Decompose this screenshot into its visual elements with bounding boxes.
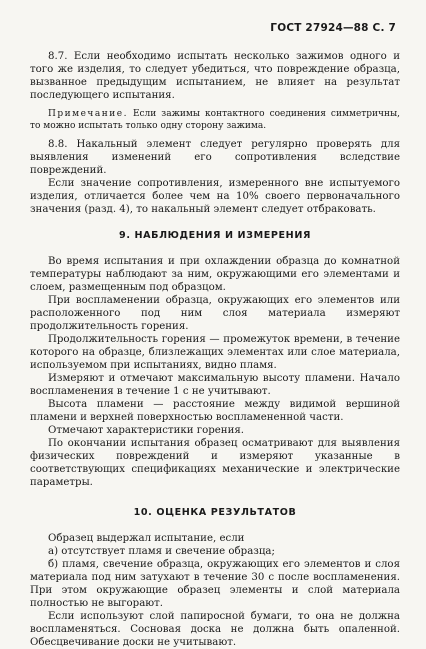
note-lead: Примечание.: [48, 109, 128, 119]
paragraph-8-7: 8.7. Если необходимо испытать несколько зажимов одного и того же изделия, то следует убедиться, что повреждение образца, вызванное предыдущим испытанием, не влияет на результат последующего испытания.: [30, 51, 400, 101]
section-10-paragraph: Если используют слой папиросной бумаги, то она не должна воспламеняться. Сосновая доска не должна быть опаленной. Обесцвечивание доски не учитывают.: [30, 611, 400, 648]
section-9-paragraph: При воспламенении образца, окружающих его элементов или расположенного под ним слоя материала измеряют продолжительность горения.: [30, 295, 400, 332]
section-10-paragraph: б) пламя, свечение образца, окружающих его элементов и слоя материала под ним затухают в течение 30 с после воспламенения. При этом окружающие образец элементы и слой материала полностью не выгорают.: [30, 559, 400, 609]
section-10-paragraph: а) отсутствует пламя и свечение образца;: [48, 546, 275, 557]
section-9-paragraph: Во время испытания и при охлаждении образца до комнатной температуры наблюдают за ним, окружающими его элементами и слоем, размещенным под образцом.: [30, 256, 400, 293]
section-9-paragraph: По окончании испытания образец осматривают для выявления физических повреждений и измеряют указанные в соответствующих спецификациях механические и электрические параметры.: [30, 438, 400, 488]
section-9-paragraph: Измеряют и отмечают максимальную высоту пламени. Начало воспламенения в течение 1 с не учитывают.: [30, 373, 400, 397]
section-10-title: 10. ОЦЕНКА РЕЗУЛЬТАТОВ: [133, 507, 297, 518]
paragraph-8-8-continued: Если значение сопротивления, измеренного вне испытуемого изделия, отличается более чем на 10% своего первоначального значения (разд. 4), то накальный элемент следует отбраковать.: [30, 178, 400, 215]
section-9-title: 9. НАБЛЮДЕНИЯ И ИЗМЕРЕНИЯ: [119, 230, 311, 241]
paragraph-8-8: 8.8. Накальный элемент следует регулярно проверять для выявления изменений его сопротивления вследствие повреждений.: [30, 139, 400, 176]
note-text: Если зажимы контактного соединения симметричны, то можно испытать только одну сторону зажима.: [30, 109, 400, 131]
note-paragraph: [30, 108, 400, 132]
section-10-paragraph: Образец выдержал испытание, если: [48, 533, 245, 544]
section-9-paragraph: Отмечают характеристики горения.: [48, 425, 245, 436]
section-9-paragraph: Высота пламени — расстояние между видимой вершиной пламени и верхней поверхностью воспламененной части.: [30, 399, 400, 423]
section-9-paragraph: Продолжительность горения — промежуток времени, в течение которого на образце, близлежащих элементах или слое материала, используемом при испытаниях, видно пламя.: [30, 334, 400, 371]
page-content: [30, 50, 400, 649]
page-header: ГОСТ 27924—88 С. 7: [270, 22, 396, 34]
